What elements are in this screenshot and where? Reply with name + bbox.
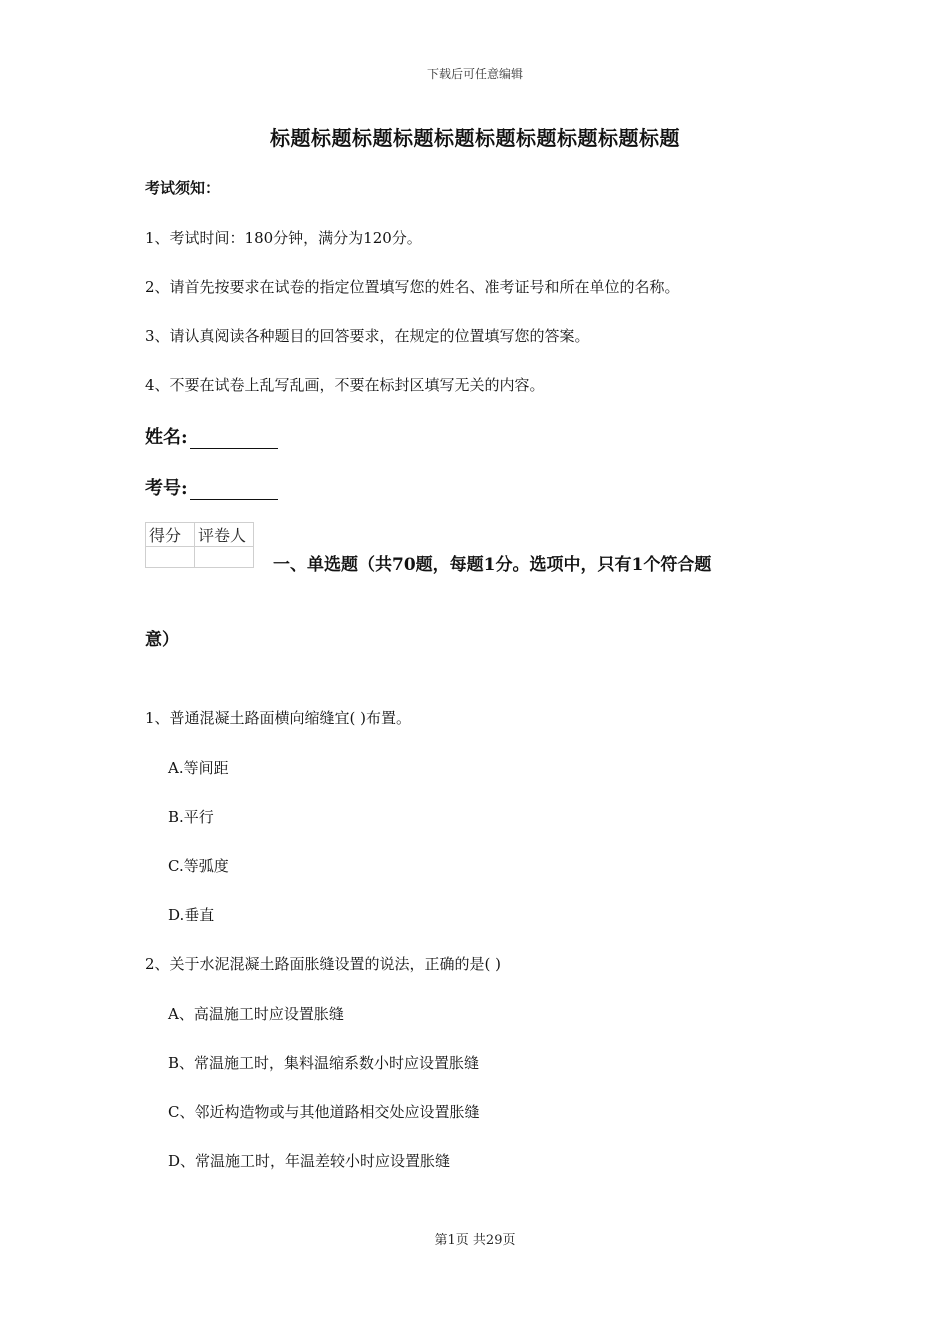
question-2-option-a: A、高温施工时应设置胀缝 — [168, 1005, 344, 1023]
notice-rule-1: 1、考试时间：180分钟，满分为120分。 — [145, 229, 422, 247]
question-1-option-d: D.垂直 — [168, 906, 215, 924]
grader-header: 评卷人 — [195, 523, 254, 547]
notice-rule-4: 4、不要在试卷上乱写乱画，不要在标封区填写无关的内容。 — [145, 376, 545, 394]
number-field — [145, 474, 278, 500]
question-2: 2、关于水泥混凝土路面胀缝设置的说法，正确的是( ) — [145, 955, 502, 973]
name-field — [145, 423, 278, 449]
question-2-option-b: B、常温施工时，集料温缩系数小时应设置胀缝 — [168, 1054, 480, 1072]
question-2-option-d: D、常温施工时，年温差较小时应设置胀缝 — [168, 1152, 451, 1170]
grader-cell[interactable] — [195, 547, 254, 568]
score-cell[interactable] — [146, 547, 195, 568]
question-1-option-a: A.等间距 — [168, 759, 229, 777]
page-footer: 第1页 共29页 — [434, 1233, 516, 1248]
section-title-continued: 意） — [145, 630, 179, 650]
question-1-option-b: B.平行 — [168, 808, 214, 826]
name-label: 姓名: — [145, 427, 188, 448]
notice-heading: 考试须知： — [145, 179, 221, 197]
question-1-option-c: C.等弧度 — [168, 857, 229, 875]
document-title: 标题标题标题标题标题标题标题标题标题标题 — [270, 126, 680, 150]
question-2-option-c: C、邻近构造物或与其他道路相交处应设置胀缝 — [168, 1103, 480, 1121]
notice-rule-3: 3、请认真阅读各种题目的回答要求，在规定的位置填写您的答案。 — [145, 327, 590, 345]
score-table — [145, 522, 254, 568]
name-blank-line[interactable] — [190, 430, 278, 449]
section-title: 一、单选题（共70题，每题1分。选项中，只有1个符合题 — [273, 555, 712, 575]
notice-rule-2: 2、请首先按要求在试卷的指定位置填写您的姓名、准考证号和所在单位的名称。 — [145, 278, 680, 296]
score-header: 得分 — [146, 523, 195, 547]
question-1: 1、普通混凝土路面横向缩缝宜( )布置。 — [145, 709, 412, 727]
number-label: 考号: — [145, 478, 188, 499]
page-header: 下载后可任意编辑 — [426, 67, 523, 81]
number-blank-line[interactable] — [190, 481, 278, 500]
